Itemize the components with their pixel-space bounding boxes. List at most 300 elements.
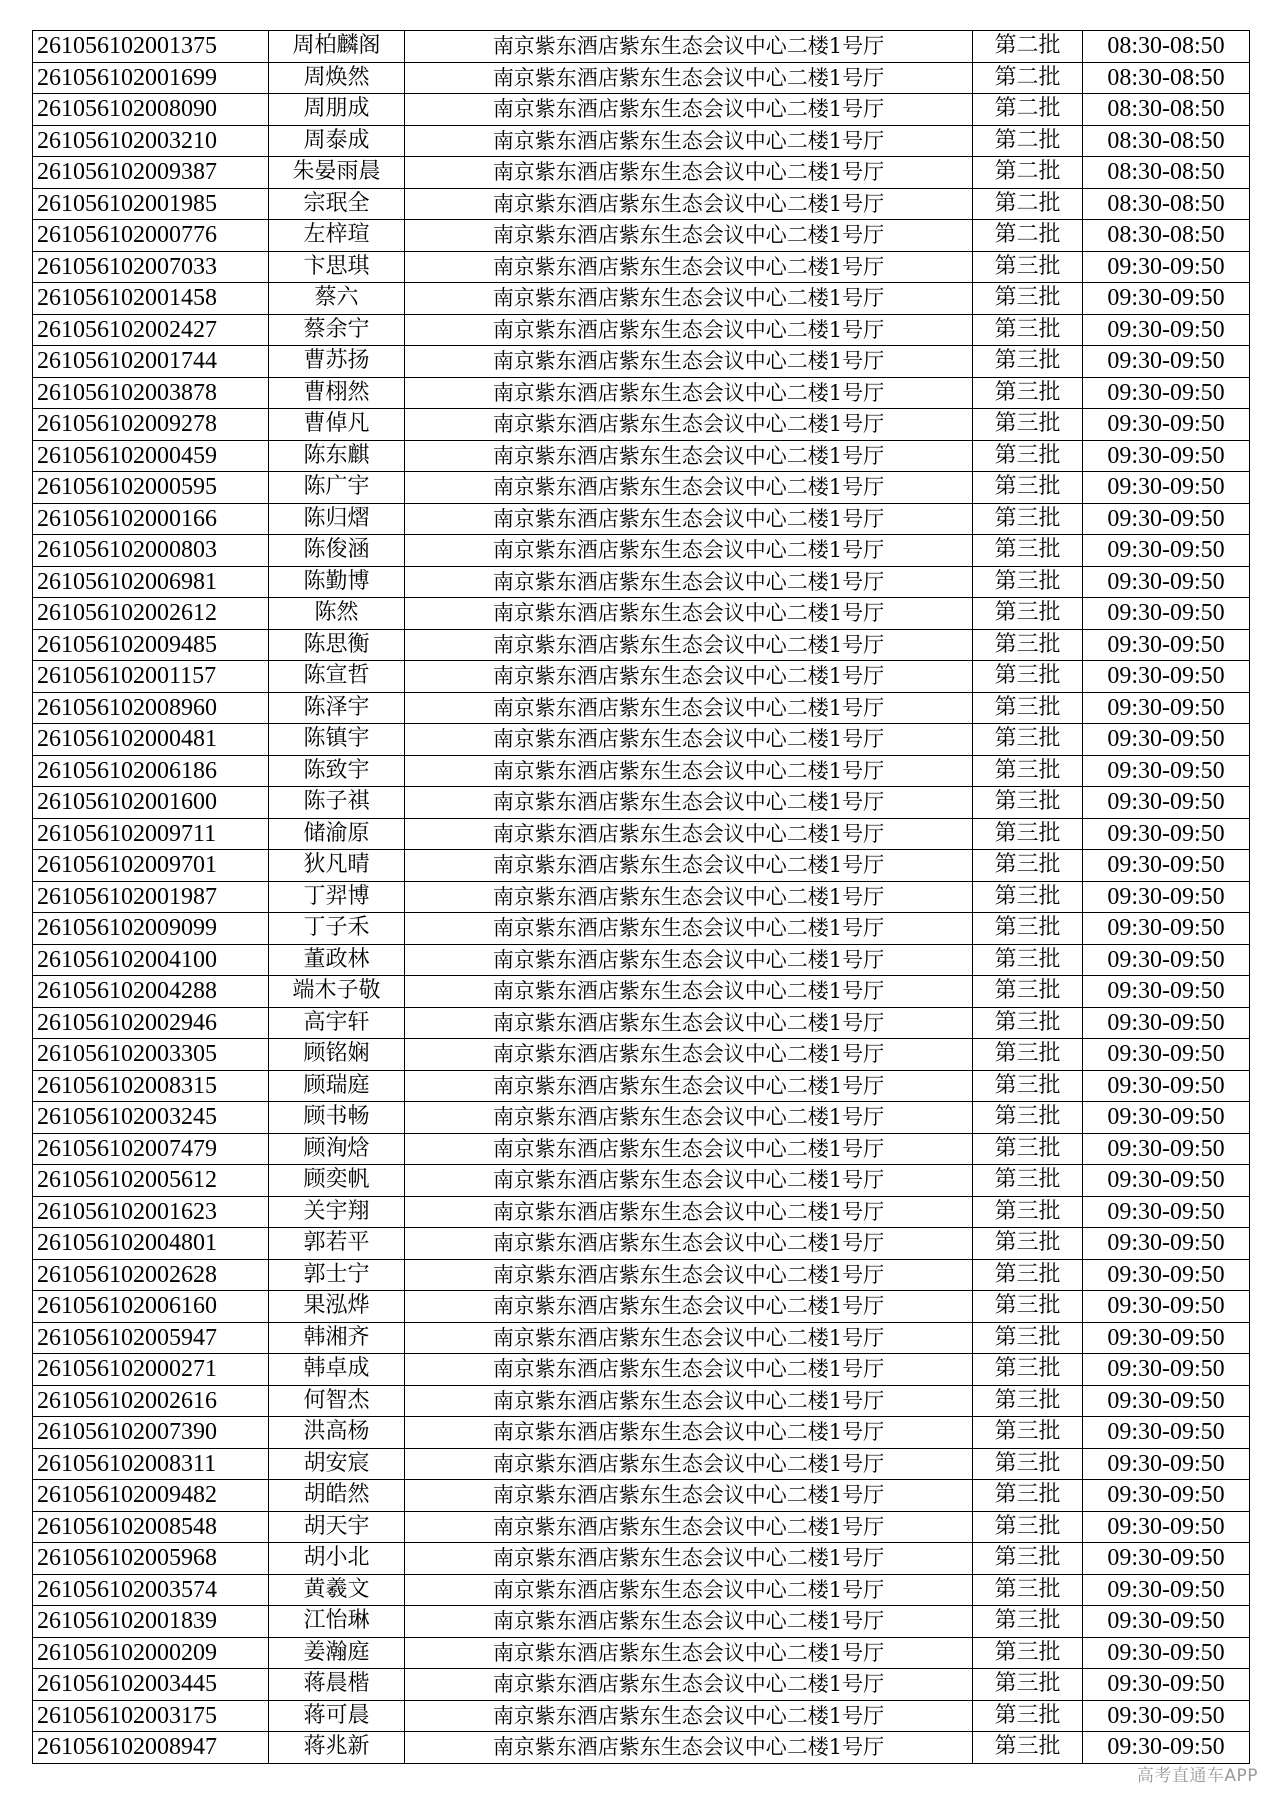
time-slot-cell: 09:30-09:50 [1083,944,1250,976]
location-cell: 南京紫东酒店紫东生态会议中心二楼1号厅 [405,1196,973,1228]
candidate-name-cell: 洪高杨 [269,1417,405,1449]
candidate-name-cell: 胡安宸 [269,1448,405,1480]
table-row [33,94,1250,126]
table-row [33,31,1250,63]
table-row [33,125,1250,157]
table-row [33,1669,1250,1701]
table-row [33,1574,1250,1606]
candidate-name-cell: 韩卓成 [269,1354,405,1386]
batch-cell: 第三批 [973,535,1083,567]
batch-cell: 第三批 [973,377,1083,409]
location-cell: 南京紫东酒店紫东生态会议中心二楼1号厅 [405,1007,973,1039]
batch-cell: 第三批 [973,881,1083,913]
candidate-id-cell: 261056102007390 [33,1417,269,1449]
table-row [33,944,1250,976]
candidate-name-cell: 陈思衡 [269,629,405,661]
time-slot-cell: 09:30-09:50 [1083,346,1250,378]
table-row [33,850,1250,882]
table-row [33,1385,1250,1417]
candidate-name-cell: 顾书畅 [269,1102,405,1134]
candidate-name-cell: 陈勤博 [269,566,405,598]
candidate-name-cell: 果泓烨 [269,1291,405,1323]
time-slot-cell: 09:30-09:50 [1083,1669,1250,1701]
batch-cell: 第三批 [973,251,1083,283]
candidate-id-cell: 261056102004801 [33,1228,269,1260]
candidate-name-cell: 顾铭娴 [269,1039,405,1071]
candidate-name-cell: 丁羿博 [269,881,405,913]
candidate-name-cell: 黄羲文 [269,1574,405,1606]
candidate-id-cell: 261056102000209 [33,1637,269,1669]
candidate-id-cell: 261056102004100 [33,944,269,976]
candidate-name-cell: 蒋可晨 [269,1700,405,1732]
candidate-id-cell: 261056102003574 [33,1574,269,1606]
candidate-name-cell: 胡皓然 [269,1480,405,1512]
candidate-id-cell: 261056102009387 [33,157,269,189]
table-row [33,1133,1250,1165]
batch-cell: 第三批 [973,1322,1083,1354]
candidate-name-cell: 关宇翔 [269,1196,405,1228]
table-row [33,1448,1250,1480]
location-cell: 南京紫东酒店紫东生态会议中心二楼1号厅 [405,125,973,157]
location-cell: 南京紫东酒店紫东生态会议中心二楼1号厅 [405,1291,973,1323]
batch-cell: 第三批 [973,1511,1083,1543]
table-row [33,1291,1250,1323]
location-cell: 南京紫东酒店紫东生态会议中心二楼1号厅 [405,1448,973,1480]
time-slot-cell: 09:30-09:50 [1083,818,1250,850]
candidate-id-cell: 261056102001987 [33,881,269,913]
batch-cell: 第三批 [973,598,1083,630]
time-slot-cell: 09:30-09:50 [1083,787,1250,819]
batch-cell: 第三批 [973,724,1083,756]
location-cell: 南京紫东酒店紫东生态会议中心二楼1号厅 [405,314,973,346]
batch-cell: 第三批 [973,913,1083,945]
table-row [33,188,1250,220]
table-row [33,1070,1250,1102]
table-row [33,1732,1250,1764]
location-cell: 南京紫东酒店紫东生态会议中心二楼1号厅 [405,31,973,63]
time-slot-cell: 09:30-09:50 [1083,1039,1250,1071]
candidate-id-cell: 261056102002427 [33,314,269,346]
candidate-id-cell: 261056102000271 [33,1354,269,1386]
candidate-id-cell: 261056102000776 [33,220,269,252]
batch-cell: 第三批 [973,1007,1083,1039]
batch-cell: 第三批 [973,1606,1083,1638]
time-slot-cell: 09:30-09:50 [1083,1732,1250,1764]
location-cell: 南京紫东酒店紫东生态会议中心二楼1号厅 [405,976,973,1008]
candidate-name-cell: 陈东麒 [269,440,405,472]
candidate-name-cell: 曹苏扬 [269,346,405,378]
candidate-name-cell: 郭士宁 [269,1259,405,1291]
candidate-id-cell: 261056102001839 [33,1606,269,1638]
candidate-name-cell: 胡天宇 [269,1511,405,1543]
batch-cell: 第三批 [973,1070,1083,1102]
batch-cell: 第二批 [973,94,1083,126]
location-cell: 南京紫东酒店紫东生态会议中心二楼1号厅 [405,503,973,535]
batch-cell: 第三批 [973,755,1083,787]
candidate-name-cell: 蔡六 [269,283,405,315]
schedule-table [32,30,1250,1764]
batch-cell: 第三批 [973,1259,1083,1291]
candidate-name-cell: 曹倬凡 [269,409,405,441]
table-row [33,1196,1250,1228]
batch-cell: 第三批 [973,472,1083,504]
batch-cell: 第三批 [973,787,1083,819]
time-slot-cell: 09:30-09:50 [1083,976,1250,1008]
batch-cell: 第三批 [973,944,1083,976]
table-row [33,1039,1250,1071]
candidate-id-cell: 261056102001157 [33,661,269,693]
location-cell: 南京紫东酒店紫东生态会议中心二楼1号厅 [405,1669,973,1701]
candidate-name-cell: 蔡余宁 [269,314,405,346]
time-slot-cell: 09:30-09:50 [1083,1385,1250,1417]
location-cell: 南京紫东酒店紫东生态会议中心二楼1号厅 [405,1606,973,1638]
candidate-name-cell: 陈镇宇 [269,724,405,756]
location-cell: 南京紫东酒店紫东生态会议中心二楼1号厅 [405,629,973,661]
batch-cell: 第二批 [973,31,1083,63]
location-cell: 南京紫东酒店紫东生态会议中心二楼1号厅 [405,1259,973,1291]
time-slot-cell: 09:30-09:50 [1083,1511,1250,1543]
candidate-id-cell: 261056102003305 [33,1039,269,1071]
location-cell: 南京紫东酒店紫东生态会议中心二楼1号厅 [405,598,973,630]
candidate-id-cell: 261056102008960 [33,692,269,724]
candidate-name-cell: 左梓瑄 [269,220,405,252]
candidate-id-cell: 261056102002616 [33,1385,269,1417]
location-cell: 南京紫东酒店紫东生态会议中心二楼1号厅 [405,724,973,756]
batch-cell: 第三批 [973,283,1083,315]
location-cell: 南京紫东酒店紫东生态会议中心二楼1号厅 [405,188,973,220]
table-row [33,1007,1250,1039]
time-slot-cell: 09:30-09:50 [1083,472,1250,504]
batch-cell: 第二批 [973,62,1083,94]
batch-cell: 第三批 [973,1732,1083,1764]
table-row [33,503,1250,535]
batch-cell: 第三批 [973,1102,1083,1134]
batch-cell: 第三批 [973,1637,1083,1669]
time-slot-cell: 09:30-09:50 [1083,409,1250,441]
candidate-id-cell: 261056102005968 [33,1543,269,1575]
candidate-name-cell: 丁子禾 [269,913,405,945]
time-slot-cell: 09:30-09:50 [1083,1228,1250,1260]
location-cell: 南京紫东酒店紫东生态会议中心二楼1号厅 [405,377,973,409]
time-slot-cell: 09:30-09:50 [1083,251,1250,283]
table-row [33,1511,1250,1543]
table-row [33,598,1250,630]
location-cell: 南京紫东酒店紫东生态会议中心二楼1号厅 [405,62,973,94]
table-row [33,1165,1250,1197]
location-cell: 南京紫东酒店紫东生态会议中心二楼1号厅 [405,440,973,472]
time-slot-cell: 09:30-09:50 [1083,1574,1250,1606]
location-cell: 南京紫东酒店紫东生态会议中心二楼1号厅 [405,1385,973,1417]
location-cell: 南京紫东酒店紫东生态会议中心二楼1号厅 [405,944,973,976]
candidate-name-cell: 韩湘齐 [269,1322,405,1354]
table-row [33,1417,1250,1449]
batch-cell: 第二批 [973,220,1083,252]
batch-cell: 第三批 [973,566,1083,598]
location-cell: 南京紫东酒店紫东生态会议中心二楼1号厅 [405,1165,973,1197]
candidate-name-cell: 周泰成 [269,125,405,157]
candidate-id-cell: 261056102008315 [33,1070,269,1102]
candidate-id-cell: 261056102009485 [33,629,269,661]
time-slot-cell: 09:30-09:50 [1083,629,1250,661]
location-cell: 南京紫东酒店紫东生态会议中心二楼1号厅 [405,1700,973,1732]
candidate-id-cell: 261056102000481 [33,724,269,756]
time-slot-cell: 09:30-09:50 [1083,850,1250,882]
location-cell: 南京紫东酒店紫东生态会议中心二楼1号厅 [405,913,973,945]
batch-cell: 第三批 [973,1417,1083,1449]
time-slot-cell: 09:30-09:50 [1083,1417,1250,1449]
candidate-id-cell: 261056102001458 [33,283,269,315]
candidate-name-cell: 卞思琪 [269,251,405,283]
table-row [33,1228,1250,1260]
candidate-name-cell: 陈宣哲 [269,661,405,693]
table-row [33,1606,1250,1638]
candidate-name-cell: 顾奕帆 [269,1165,405,1197]
time-slot-cell: 09:30-09:50 [1083,1102,1250,1134]
table-row [33,314,1250,346]
location-cell: 南京紫东酒店紫东生态会议中心二楼1号厅 [405,1322,973,1354]
time-slot-cell: 08:30-08:50 [1083,94,1250,126]
batch-cell: 第三批 [973,1291,1083,1323]
time-slot-cell: 09:30-09:50 [1083,1700,1250,1732]
location-cell: 南京紫东酒店紫东生态会议中心二楼1号厅 [405,1133,973,1165]
time-slot-cell: 09:30-09:50 [1083,1070,1250,1102]
candidate-id-cell: 261056102006981 [33,566,269,598]
time-slot-cell: 09:30-09:50 [1083,1543,1250,1575]
candidate-name-cell: 陈俊涵 [269,535,405,567]
location-cell: 南京紫东酒店紫东生态会议中心二楼1号厅 [405,1637,973,1669]
time-slot-cell: 09:30-09:50 [1083,692,1250,724]
table-row [33,787,1250,819]
table-row [33,1700,1250,1732]
table-row [33,472,1250,504]
candidate-name-cell: 姜瀚庭 [269,1637,405,1669]
table-row [33,1480,1250,1512]
location-cell: 南京紫东酒店紫东生态会议中心二楼1号厅 [405,1228,973,1260]
batch-cell: 第三批 [973,850,1083,882]
table-row [33,157,1250,189]
time-slot-cell: 09:30-09:50 [1083,535,1250,567]
candidate-name-cell: 储渝原 [269,818,405,850]
table-row [33,1637,1250,1669]
time-slot-cell: 09:30-09:50 [1083,661,1250,693]
table-row [33,220,1250,252]
batch-cell: 第三批 [973,346,1083,378]
candidate-name-cell: 高宇轩 [269,1007,405,1039]
candidate-name-cell: 陈然 [269,598,405,630]
time-slot-cell: 08:30-08:50 [1083,125,1250,157]
candidate-id-cell: 261056102003210 [33,125,269,157]
table-row [33,755,1250,787]
candidate-name-cell: 陈致宇 [269,755,405,787]
time-slot-cell: 09:30-09:50 [1083,724,1250,756]
time-slot-cell: 09:30-09:50 [1083,1480,1250,1512]
table-row [33,1322,1250,1354]
batch-cell: 第三批 [973,503,1083,535]
schedule-table-body [33,31,1250,1764]
location-cell: 南京紫东酒店紫东生态会议中心二楼1号厅 [405,755,973,787]
candidate-id-cell: 261056102005947 [33,1322,269,1354]
candidate-id-cell: 261056102000803 [33,535,269,567]
time-slot-cell: 09:30-09:50 [1083,1637,1250,1669]
batch-cell: 第三批 [973,692,1083,724]
candidate-id-cell: 261056102008090 [33,94,269,126]
candidate-id-cell: 261056102008311 [33,1448,269,1480]
candidate-name-cell: 狄凡晴 [269,850,405,882]
location-cell: 南京紫东酒店紫东生态会议中心二楼1号厅 [405,409,973,441]
candidate-id-cell: 261056102003175 [33,1700,269,1732]
table-row [33,346,1250,378]
candidate-id-cell: 261056102001375 [33,31,269,63]
candidate-id-cell: 261056102006186 [33,755,269,787]
time-slot-cell: 09:30-09:50 [1083,377,1250,409]
time-slot-cell: 09:30-09:50 [1083,1007,1250,1039]
time-slot-cell: 08:30-08:50 [1083,62,1250,94]
time-slot-cell: 08:30-08:50 [1083,157,1250,189]
candidate-name-cell: 董政林 [269,944,405,976]
table-row [33,535,1250,567]
location-cell: 南京紫东酒店紫东生态会议中心二楼1号厅 [405,787,973,819]
time-slot-cell: 09:30-09:50 [1083,881,1250,913]
candidate-id-cell: 261056102004288 [33,976,269,1008]
candidate-id-cell: 261056102008947 [33,1732,269,1764]
batch-cell: 第二批 [973,125,1083,157]
batch-cell: 第三批 [973,1700,1083,1732]
time-slot-cell: 09:30-09:50 [1083,314,1250,346]
batch-cell: 第二批 [973,188,1083,220]
candidate-id-cell: 261056102001623 [33,1196,269,1228]
time-slot-cell: 09:30-09:50 [1083,1133,1250,1165]
candidate-name-cell: 端木子敬 [269,976,405,1008]
candidate-name-cell: 何智杰 [269,1385,405,1417]
table-row [33,724,1250,756]
location-cell: 南京紫东酒店紫东生态会议中心二楼1号厅 [405,692,973,724]
time-slot-cell: 09:30-09:50 [1083,755,1250,787]
table-row [33,1543,1250,1575]
batch-cell: 第三批 [973,409,1083,441]
location-cell: 南京紫东酒店紫东生态会议中心二楼1号厅 [405,1102,973,1134]
candidate-id-cell: 261056102007033 [33,251,269,283]
time-slot-cell: 08:30-08:50 [1083,188,1250,220]
location-cell: 南京紫东酒店紫东生态会议中心二楼1号厅 [405,1732,973,1764]
batch-cell: 第三批 [973,1543,1083,1575]
candidate-name-cell: 宗珉全 [269,188,405,220]
candidate-id-cell: 261056102002612 [33,598,269,630]
candidate-name-cell: 周柏麟阁 [269,31,405,63]
batch-cell: 第三批 [973,661,1083,693]
candidate-id-cell: 261056102003878 [33,377,269,409]
candidate-name-cell: 陈泽宇 [269,692,405,724]
table-row [33,62,1250,94]
time-slot-cell: 09:30-09:50 [1083,1354,1250,1386]
time-slot-cell: 09:30-09:50 [1083,566,1250,598]
batch-cell: 第二批 [973,157,1083,189]
candidate-name-cell: 曹栩然 [269,377,405,409]
table-row [33,409,1250,441]
candidate-name-cell: 蒋兆新 [269,1732,405,1764]
candidate-id-cell: 261056102003245 [33,1102,269,1134]
table-row [33,1102,1250,1134]
location-cell: 南京紫东酒店紫东生态会议中心二楼1号厅 [405,1480,973,1512]
candidate-name-cell: 顾洵焓 [269,1133,405,1165]
location-cell: 南京紫东酒店紫东生态会议中心二楼1号厅 [405,94,973,126]
batch-cell: 第三批 [973,440,1083,472]
table-row [33,251,1250,283]
time-slot-cell: 09:30-09:50 [1083,1448,1250,1480]
candidate-id-cell: 261056102002628 [33,1259,269,1291]
location-cell: 南京紫东酒店紫东生态会议中心二楼1号厅 [405,881,973,913]
table-row [33,881,1250,913]
location-cell: 南京紫东酒店紫东生态会议中心二楼1号厅 [405,661,973,693]
candidate-id-cell: 261056102009701 [33,850,269,882]
location-cell: 南京紫东酒店紫东生态会议中心二楼1号厅 [405,220,973,252]
location-cell: 南京紫东酒店紫东生态会议中心二楼1号厅 [405,566,973,598]
batch-cell: 第三批 [973,314,1083,346]
batch-cell: 第三批 [973,1385,1083,1417]
table-row [33,818,1250,850]
candidate-name-cell: 陈子祺 [269,787,405,819]
time-slot-cell: 09:30-09:50 [1083,1291,1250,1323]
candidate-id-cell: 261056102001985 [33,188,269,220]
candidate-name-cell: 朱晏雨晨 [269,157,405,189]
location-cell: 南京紫东酒店紫东生态会议中心二楼1号厅 [405,1039,973,1071]
batch-cell: 第三批 [973,818,1083,850]
candidate-id-cell: 261056102008548 [33,1511,269,1543]
candidate-name-cell: 周焕然 [269,62,405,94]
location-cell: 南京紫东酒店紫东生态会议中心二楼1号厅 [405,251,973,283]
location-cell: 南京紫东酒店紫东生态会议中心二楼1号厅 [405,850,973,882]
location-cell: 南京紫东酒店紫东生态会议中心二楼1号厅 [405,157,973,189]
table-row [33,692,1250,724]
time-slot-cell: 09:30-09:50 [1083,1606,1250,1638]
candidate-name-cell: 蒋晨楷 [269,1669,405,1701]
time-slot-cell: 09:30-09:50 [1083,283,1250,315]
candidate-name-cell: 陈归熠 [269,503,405,535]
batch-cell: 第三批 [973,1039,1083,1071]
location-cell: 南京紫东酒店紫东生态会议中心二楼1号厅 [405,1511,973,1543]
batch-cell: 第三批 [973,1480,1083,1512]
location-cell: 南京紫东酒店紫东生态会议中心二楼1号厅 [405,818,973,850]
candidate-id-cell: 261056102000459 [33,440,269,472]
time-slot-cell: 09:30-09:50 [1083,1322,1250,1354]
batch-cell: 第三批 [973,1165,1083,1197]
batch-cell: 第三批 [973,1354,1083,1386]
location-cell: 南京紫东酒店紫东生态会议中心二楼1号厅 [405,283,973,315]
time-slot-cell: 09:30-09:50 [1083,913,1250,945]
batch-cell: 第三批 [973,1574,1083,1606]
batch-cell: 第三批 [973,1669,1083,1701]
candidate-id-cell: 261056102006160 [33,1291,269,1323]
table-row [33,976,1250,1008]
table-row [33,283,1250,315]
candidate-id-cell: 261056102000595 [33,472,269,504]
time-slot-cell: 09:30-09:50 [1083,1165,1250,1197]
candidate-name-cell: 顾瑞庭 [269,1070,405,1102]
time-slot-cell: 08:30-08:50 [1083,31,1250,63]
table-row [33,1354,1250,1386]
table-row [33,566,1250,598]
location-cell: 南京紫东酒店紫东生态会议中心二楼1号厅 [405,1070,973,1102]
batch-cell: 第三批 [973,1228,1083,1260]
candidate-id-cell: 261056102009482 [33,1480,269,1512]
time-slot-cell: 08:30-08:50 [1083,220,1250,252]
location-cell: 南京紫东酒店紫东生态会议中心二楼1号厅 [405,346,973,378]
location-cell: 南京紫东酒店紫东生态会议中心二楼1号厅 [405,1543,973,1575]
candidate-id-cell: 261056102003445 [33,1669,269,1701]
batch-cell: 第三批 [973,1196,1083,1228]
time-slot-cell: 09:30-09:50 [1083,598,1250,630]
candidate-name-cell: 陈广宇 [269,472,405,504]
location-cell: 南京紫东酒店紫东生态会议中心二楼1号厅 [405,1417,973,1449]
